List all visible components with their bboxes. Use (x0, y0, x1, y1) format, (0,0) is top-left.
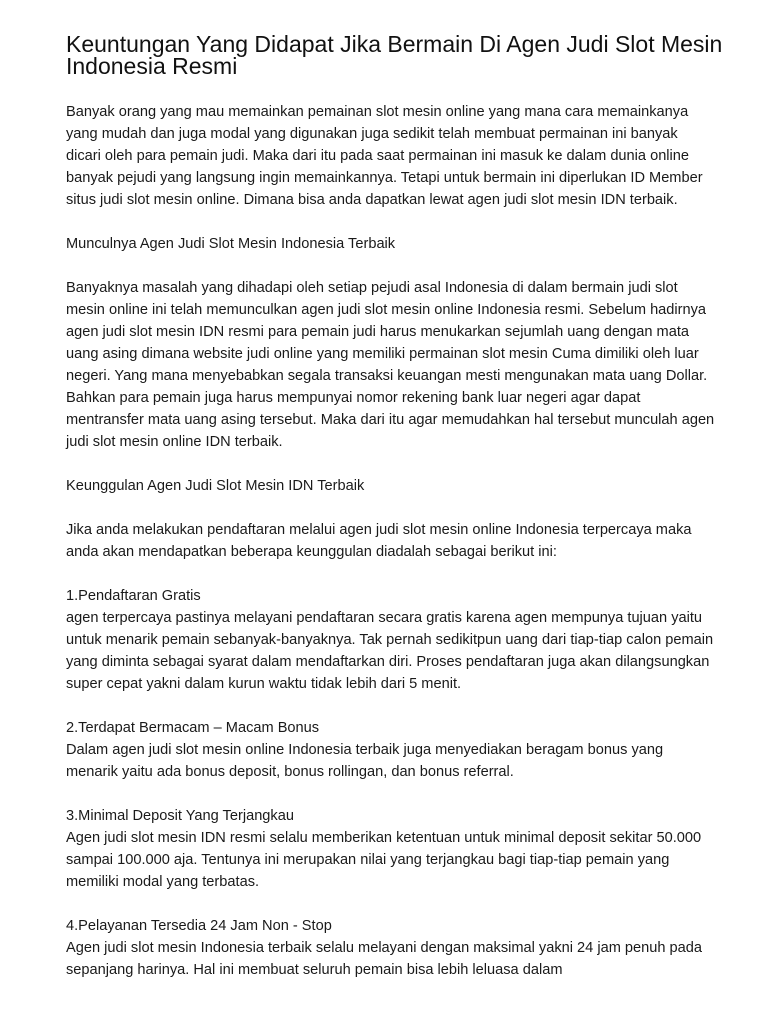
list-item (66, 585, 716, 695)
list-item-text: agen terpercaya pastinya melayani pendaftaran secara gratis karena agen mempunya tujuan yaitu untuk menarik pemain sebanyak-banyaknya. Tak pernah sedikitpun uang dari tiap-tiap calon pemain yang diminta sebagai syarat dalam mendaftarkan diri. Proses pendaftaran juga akan dilangsungkan super cepat yakni dalam kurun waktu tidak lebih dari 5 menit. (66, 610, 714, 692)
list-item (66, 915, 716, 981)
document-body (66, 101, 716, 1003)
section-heading-1: Munculnya Agen Judi Slot Mesin Indonesia Terbaik (66, 236, 396, 252)
list-item-title: 3.Minimal Deposit Yang Terjangkau (66, 808, 294, 824)
paragraph-2: Jika anda melakukan pendaftaran melalui agen judi slot mesin online Indonesia terpercaya maka anda akan mendapatkan beberapa keunggulan diadalah sebagai berikut ini: (66, 522, 692, 560)
list-item (66, 805, 716, 893)
list-item-title: 1.Pendaftaran Gratis (66, 588, 201, 604)
intro-paragraph: Banyak orang yang mau memainkan pemainan slot mesin online yang mana cara memainkanya yang mudah dan juga modal yang digunakan juga sedikit telah membuat permainan ini banyak dicari oleh para pemain judi. Maka dari itu pada saat permainan ini masuk ke dalam dunia online banyak pejudi yang langsung ingin memainkannya. Tetapi untuk bermain ini diperlukan ID Member situs judi slot mesin online. Dimana bisa anda dapatkan lewat agen judi slot mesin IDN terbaik. (66, 104, 703, 208)
list-item-text: Agen judi slot mesin Indonesia terbaik selalu melayani dengan maksimal yakni 24 jam penuh pada sepanjang harinya. Hal ini membuat seluruh pemain bisa lebih leluasa dalam (66, 940, 703, 978)
paragraph-1: Banyaknya masalah yang dihadapi oleh setiap pejudi asal Indonesia di dalam bermain judi slot mesin online ini telah memunculkan agen judi slot mesin online Indonesia resmi. Sebelum hadirnya agen judi slot mesin IDN resmi para pemain judi harus menukarkan sejumlah uang dengan mata uang asing dimana website judi online yang memiliki permainan slot mesin Cuma dimiliki oleh luar negeri. Yang mana menyebabkan segala transaksi keuangan mesti mengunakan mata uang Dollar. Bahkan para pemain juga harus mempunyai nomor rekening bank luar negeri agar dapat mentransfer mata uang asing tersebut. Maka dari itu agar memudahkan hal tersebut munculah agen judi slot mesin online IDN terbaik. (66, 280, 715, 450)
list-item-text: Dalam agen judi slot mesin online Indonesia terbaik juga menyediakan beragam bonus yang menarik yaitu ada bonus deposit, bonus rollingan, dan bonus referral. (66, 742, 664, 780)
list-item-title: 2.Terdapat Bermacam – Macam Bonus (66, 720, 320, 736)
list-item-title: 4.Pelayanan Tersedia 24 Jam Non - Stop (66, 918, 332, 934)
list-item-text: Agen judi slot mesin IDN resmi selalu memberikan ketentuan untuk minimal deposit sekitar 50.000 sampai 100.000 aja. Tentunya ini merupakan nilai yang terjangkau bagi tiap-tiap pemain yang memiliki modal yang terbatas. (66, 830, 702, 890)
section-heading-2: Keunggulan Agen Judi Slot Mesin IDN Terbaik (66, 478, 365, 494)
document-title: Keuntungan Yang Didapat Jika Bermain Di Agen Judi Slot Mesin Indonesia Resmi (66, 31, 723, 79)
list-item (66, 717, 716, 783)
